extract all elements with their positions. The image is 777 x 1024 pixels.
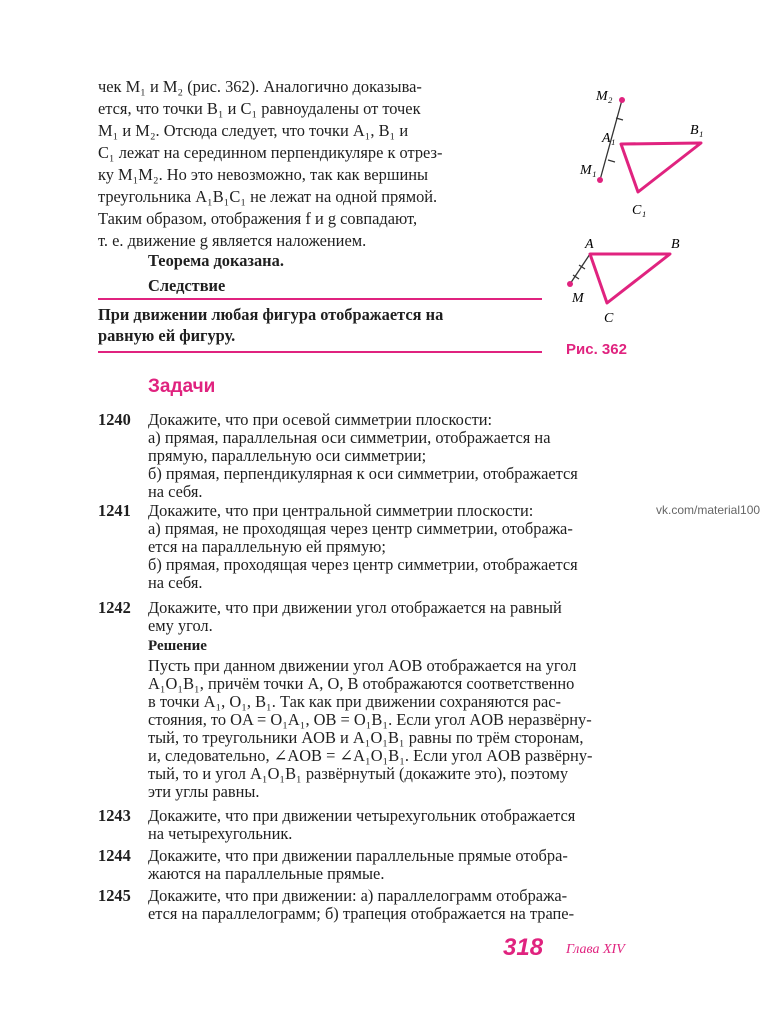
text-line: на себя. — [148, 573, 203, 592]
corollary-title: Следствие — [148, 276, 226, 295]
text-line: Пусть при данном движении угол AOB отображается на угол — [148, 656, 577, 675]
point-m2 — [619, 97, 625, 103]
text-line: эти углы равны. — [148, 782, 260, 801]
solution-text — [148, 656, 712, 800]
tick-mark — [608, 160, 615, 162]
text-line: прямую, параллельную оси симметрии; — [148, 446, 427, 465]
top-paragraph — [98, 77, 543, 250]
triangle-abc — [590, 254, 670, 303]
text-line: Докажите, что при движении параллельные прямые отобра- — [148, 846, 568, 865]
point-m — [567, 281, 573, 287]
text-line: ему угол. — [148, 616, 213, 635]
corollary-text — [98, 305, 543, 347]
problem-1240 — [148, 410, 712, 500]
figure-caption: Рис. 362 — [566, 341, 627, 358]
text-line: ется, что точки B₁ и C₁ равноудалены от точек — [98, 99, 421, 118]
chapter-label: Глава XIV — [566, 942, 625, 957]
problem-1243 — [148, 806, 712, 842]
label-m1: M₁ — [580, 163, 597, 178]
problem-1241 — [148, 501, 712, 591]
problem-number: 1244 — [98, 846, 131, 865]
text-line: чек M₁ и M₂ (рис. 362). Аналогично доказыва- — [98, 77, 422, 96]
solution-title: Решение — [148, 638, 207, 654]
problem-number: 1240 — [98, 410, 131, 429]
text-line: тый, то и угол A₁O₁B₁ развёрнутый (докажите это), поэтому — [148, 764, 569, 783]
text-line: ется на параллелограмм; б) трапеция отображается на трапе- — [148, 904, 575, 923]
problem-number: 1245 — [98, 886, 131, 905]
triangle-a1b1c1 — [621, 143, 701, 192]
text-line: б) прямая, перпендикулярная к оси симметрии, отображается — [148, 464, 578, 483]
text-line: ется на параллельную ей прямую; — [148, 537, 386, 556]
label-b1: B₁ — [690, 123, 704, 138]
problem-number: 1243 — [98, 806, 131, 825]
text-line: Докажите, что при осевой симметрии плоскости: — [148, 410, 493, 429]
problem-1244 — [148, 846, 712, 882]
corollary-top-rule — [98, 298, 542, 300]
section-title: Задачи — [148, 376, 216, 397]
segment-am — [570, 254, 590, 284]
problem-number: 1241 — [98, 501, 131, 520]
text-line: тый, то треугольники AOB и A₁O₁B₁ равны по трём сторонам, — [148, 728, 584, 747]
text-line: Таким образом, отображения f и g совпадают, — [98, 209, 418, 228]
label-c: C — [604, 311, 614, 326]
watermark: vk.com/material100 — [656, 503, 761, 517]
corollary-bottom-rule — [98, 351, 542, 353]
text-line: а) прямая, параллельная оси симметрии, отображается на — [148, 428, 551, 447]
text-line: ку M₁M₂. Но это невозможно, так как вершины — [98, 165, 428, 184]
text-line: Докажите, что при движении: а) параллелограмм отобража- — [148, 886, 568, 905]
label-a1: A₁ — [602, 131, 616, 146]
point-m1 — [597, 177, 603, 183]
text-line: стояния, то OA = O₁A₁, OB = O₁B₁. Если угол AOB неразвёрну- — [148, 710, 592, 729]
text-line: треугольника A₁B₁C₁ не лежат на одной прямой. — [98, 187, 438, 206]
text-line: жаются на параллельные прямые. — [148, 864, 385, 883]
text-line: Докажите, что при движении четырехугольник отображается — [148, 806, 576, 825]
text-line: т. е. движение g является наложением. — [98, 231, 367, 250]
page-number: 318 — [503, 934, 544, 961]
text-line: б) прямая, проходящая через центр симметрии, отображается — [148, 555, 578, 574]
label-c1: C₁ — [632, 203, 647, 218]
label-a: A — [585, 237, 594, 252]
text-line: C₁ лежат на серединном перпендикуляре к отрез- — [98, 143, 443, 162]
label-m2: M₂ — [596, 89, 613, 104]
label-b: B — [671, 237, 680, 252]
text-line: Докажите, что при движении угол отображается на равный — [148, 598, 562, 617]
text-line: на себя. — [148, 482, 203, 501]
text-line: в точки A₁, O₁, B₁. Так как при движении сохраняются рас- — [148, 692, 561, 711]
text-line: Докажите, что при центральной симметрии плоскости: — [148, 501, 534, 520]
figure-362 — [560, 76, 720, 336]
corollary-line: равную ей фигуру. — [98, 326, 236, 345]
label-m: M — [572, 291, 584, 306]
theorem-proved: Теорема доказана. — [148, 251, 284, 270]
text-line: A₁O₁B₁, причём точки A, O, B отображаются соответственно — [148, 674, 575, 693]
problem-1245 — [148, 886, 712, 922]
problem-number: 1242 — [98, 598, 131, 617]
text-line: и, следовательно, ∠AOB = ∠A₁O₁B₁. Если угол AOB развёрну- — [148, 746, 593, 765]
problem-1242 — [148, 598, 712, 634]
text-line: на четырехугольник. — [148, 824, 293, 843]
text-line: а) прямая, не проходящая через центр симметрии, отобража- — [148, 519, 573, 538]
text-line: M₁ и M₂. Отсюда следует, что точки A₁, B₁ и — [98, 121, 409, 140]
corollary-line: При движении любая фигура отображается на — [98, 305, 444, 324]
